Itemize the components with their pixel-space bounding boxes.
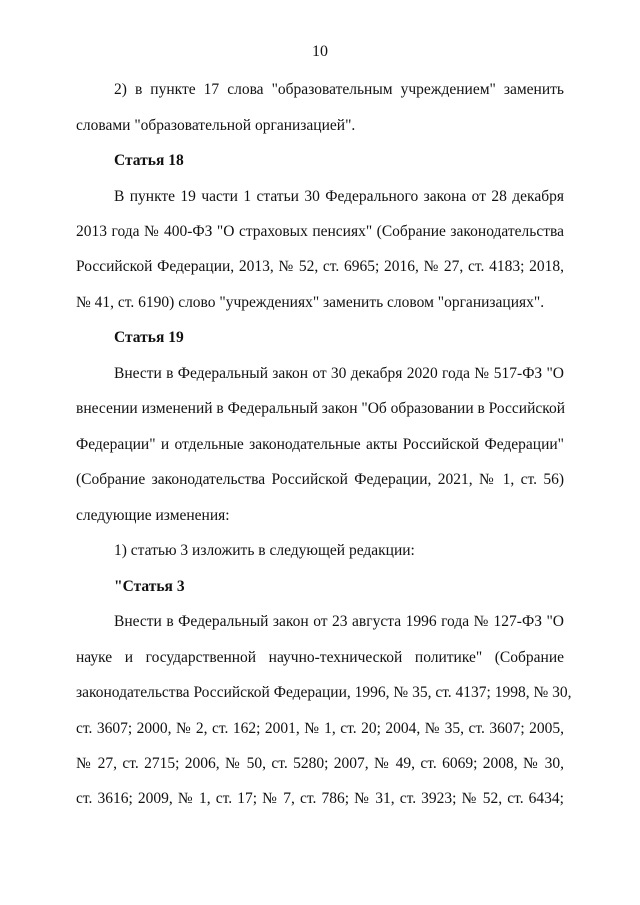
text-line: № 41, ст. 6190) слово "учреждениях" заменить словом "организациях". — [76, 294, 545, 311]
text-line: 1) статью 3 изложить в следующей редакции: — [114, 542, 415, 559]
text-line: словами "образовательной организацией". — [76, 117, 356, 134]
article-heading: "Статья 3 — [114, 578, 185, 595]
text-line: следующие изменения: — [76, 507, 230, 524]
text-line: внесении изменений в Федеральный закон "Об образовании в Российской — [76, 400, 566, 417]
text-line: Внести в Федеральный закон от 23 августа 1996 года № 127-ФЗ "О — [114, 613, 564, 630]
text-line: ст. 3607; 2000, № 2, ст. 162; 2001, № 1, ст. 20; 2004, № 35, ст. 3607; 2005, — [76, 720, 564, 737]
text-line: (Собрание законодательства Российской Федерации, 2021, № 1, ст. 56) — [76, 471, 564, 488]
text-line: Российской Федерации, 2013, № 52, ст. 6965; 2016, № 27, ст. 4183; 2018, — [76, 258, 564, 275]
article-heading: Статья 19 — [114, 329, 184, 346]
text-line: 2) в пункте 17 слова "образовательным учреждением" заменить — [114, 81, 564, 98]
page-number: 10 — [312, 43, 328, 60]
article-heading: Статья 18 — [114, 152, 184, 169]
text-line: Федерации" и отдельные законодательные акты Российской Федерации" — [76, 436, 564, 453]
text-line: № 27, ст. 2715; 2006, № 50, ст. 5280; 2007, № 49, ст. 6069; 2008, № 30, — [76, 755, 564, 772]
text-line: науке и государственной научно-технической политике" (Собрание — [76, 649, 564, 666]
text-line: законодательства Российской Федерации, 1996, № 35, ст. 4137; 1998, № 30, — [76, 684, 572, 701]
text-line: В пункте 19 части 1 статьи 30 Федерального закона от 28 декабря — [114, 188, 564, 205]
text-line: Внести в Федеральный закон от 30 декабря 2020 года № 517-ФЗ "О — [114, 365, 564, 382]
text-line: 2013 года № 400-ФЗ "О страховых пенсиях" (Собрание законодательства — [76, 223, 564, 240]
text-line: ст. 3616; 2009, № 1, ст. 17; № 7, ст. 786; № 31, ст. 3923; № 52, ст. 6434; — [76, 790, 564, 807]
